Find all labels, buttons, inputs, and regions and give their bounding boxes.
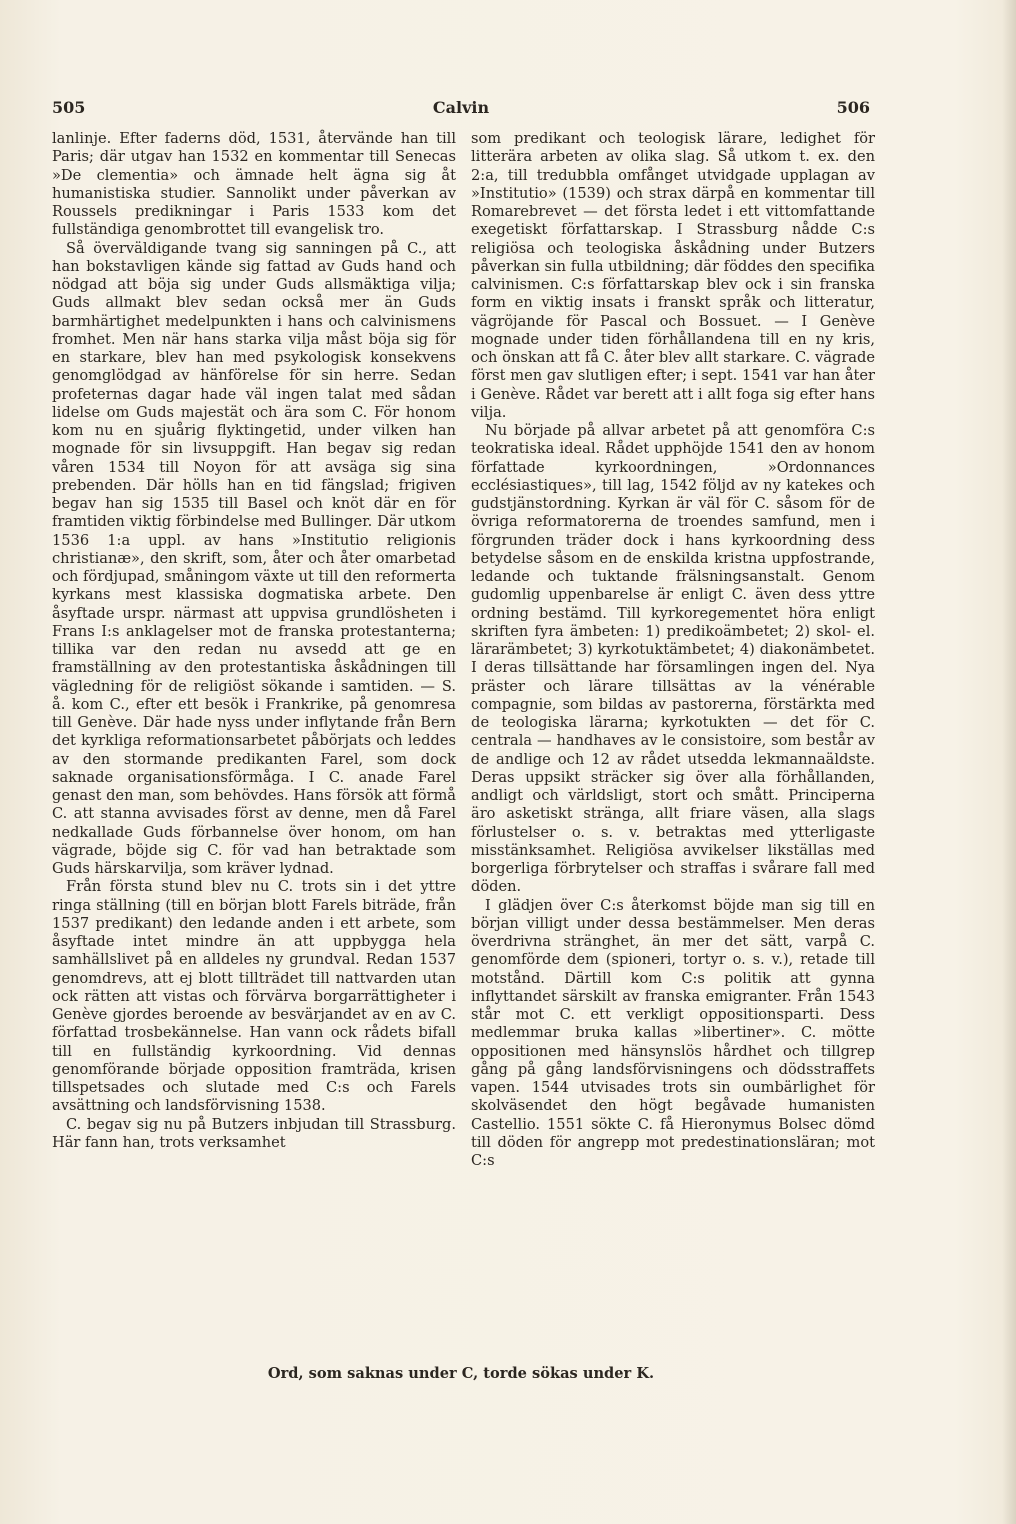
paragraph: Nu började på allvar arbetet på att genomföra C:s teokratiska ideal. Rådet upphöjde 1541 den av honom författade kyrkoordningen, »Ordonnances ecclésiastiques», till lag, 1542 följd av ny katekes och gudstjänstordning. Kyrkan är väl för C. såsom för de övriga reformatorerna de troendes samfund, men i förgrunden träder dock i hans kyrkoordning dess betydelse såsom en de enskilda kristna uppfostrande, ledande och tuktande frälsningsanstalt. Genom gudomlig uppenbarelse är enligt C. även dess yttre ordning bestämd. Till kyrkoregementet höra enligt skriften fyra ämbeten: 1) predikoämbetet; 2) skol- el. lärarämbetet; 3) kyrkotuktämbetet; 4) diakonämbetet. I deras tillsättande har församlingen ingen del. Nya präster och lärare tillsättas av la vénérable compagnie, som bildas av pastorerna, förstärkta med de teologiska lärarna; kyrkotukten — det för C. centrala — handhaves av le consistoire, som består av de andlige och 12 av rådet utsedda lekmannaäldste. Deras uppsikt sträcker sig över alla förhållanden, andligt och världsligt, stort och smått. Principerna äro asketiskt stränga, allt friare väsen, alla slags förlustelser o. s. v. betraktas med ytterligaste misstänksamhet. Religiösa avvikelser likställas med borgerliga förbrytelser och straffas i svårare fall med döden. xyxy=(471,422,875,896)
left-column xyxy=(52,130,456,1152)
paragraph: Så överväldigande tvang sig sanningen på C., att han bokstavligen kände sig fattad av Guds hand och nödgad att böja sig under Guds allsmäktiga vilja; Guds allmakt blev sedan också mer än Guds barmhärtighet medelpunkten i hans och calvinismens fromhet. Men när hans starka vilja måst böja sig för en starkare, blev han med psykologisk konsekvens genomglödgad av hänförelse för sin herre. Sedan profeternas dagar hade väl ingen talat med sådan lidelse om Guds majestät och ära som C. För honom kom nu en sjuårig flyktingetid, under vilken han mognade för sin livsuppgift. Han begav sig redan våren 1534 till Noyon för att avsäga sig sina prebenden. Där hölls han en tid fängslad; frigiven begav han sig 1535 till Basel och knöt där en för framtiden viktig förbindelse med Bullinger. Där utkom 1536 1:a uppl. av hans »Institutio religionis christianæ», den skrift, som, åter och åter omarbetad och fördjupad, småningom växte ut till den reformerta kyrkans mest klassiska dogmatiska arbete. Den åsyftade urspr. närmast att uppvisa grundlösheten i Frans I:s anklagelser mot de franska protestanterna; tillika var den redan nu avsedd att ge en framställning av den protestantiska åskådningen till vägledning för de religiöst sökande i samtiden. — S. å. kom C., efter ett besök i Frankrike, på genomresa till Genève. Där hade nyss under inflytande från Bern det kyrkliga reformationsarbetet påbörjats och leddes av den stormande predikanten Farel, som dock saknade organisationsförmåga. I C. anade Farel genast den man, som behövdes. Hans försök att förmå C. att stanna avvisades först av denne, men då Farel nedkallade Guds förbannelse över honom, om han vägrade, böjde sig C. för vad han betraktade som Guds härskarvilja, som kräver lydnad. xyxy=(52,239,456,877)
page-number-right: 506 xyxy=(836,98,870,117)
paragraph: lanlinje. Efter faderns död, 1531, återvände han till Paris; där utgav han 1532 en kommentar till Senecas »De clementia» och ämnade helt ägna sig åt humanistiska studier. Sannolikt under påverkan av Roussels predikningar i Paris 1533 kom det fullständiga genombrottet till evangelisk tro. xyxy=(52,130,456,239)
footer-note: Ord, som saknas under C, torde sökas under K. xyxy=(267,1365,655,1382)
page-number-left: 505 xyxy=(52,98,86,117)
right-column xyxy=(471,130,875,1170)
paragraph: I glädjen över C:s återkomst böjde man sig till en början villigt under dessa bestämmelser. Men deras överdrivna stränghet, än mer det sätt, varpå C. genomförde dem (spioneri, tortyr o. s. v.), retade till motstånd. Därtill kom C:s politik att gynna inflyttandet särskilt av franska emigranter. Från 1543 står mot C. ett verkligt oppositionsparti. Dess medlemmar bruka kallas »libertiner». C. mötte oppositionen med hänsynslös hårdhet och tillgrep gång på gång landsförvisningens och dödsstraffets vapen. 1544 utvisades trots sin oumbärlighet för skolväsendet den högt begåvade humanisten Castellio. 1551 sökte C. få Hieronymus Bolsec dömd till döden för angrepp mot predestinationsläran; mot C:s xyxy=(471,896,875,1169)
paragraph: Från första stund blev nu C. trots sin i det yttre ringa ställning (till en början blott Farels biträde, från 1537 predikant) den ledande anden i ett arbete, som åsyftade intet mindre än att uppbygga hela samhällslivet på en alldeles ny grundval. Redan 1537 genomdrevs, att ej blott tillträdet till nattvarden utan ock rätten att vistas och förvärva borgarrättigheter i Genève gjordes beroende av besvärjandet av en av C. författad trosbekännelse. Han vann ock rådets bifall till en fullständig kyrkoordning. Vid dennas genomförande började opposition framträda, krisen tillspetsades och slutade med C:s och Farels avsättning och landsförvisning 1538. xyxy=(52,878,456,1115)
paragraph: C. begav sig nu på Butzers inbjudan till Strassburg. Här fann han, trots verksamhet xyxy=(52,1115,456,1151)
running-header xyxy=(52,98,870,122)
page-title: Calvin xyxy=(432,98,490,117)
paragraph: som predikant och teologisk lärare, ledighet för litterära arbeten av olika slag. Så utkom t. ex. den 2:a, till tredubbla omfånget utvidgade upplagan av »Institutio» (1539) och strax därpå en kommentar till Romarebrevet — det första ledet i ett vittomfattande exegetiskt författarskap. I Strassburg nådde C:s religiösa och teologiska åskådning under Butzers påverkan sin fulla utbildning; där föddes den specifika calvinismen. C:s författarskap blev ock i sin franska form en viktig insats i franskt språk och litteratur, vägröjande för Pascal och Bossuet. — I Genève mognade under tiden förhållandena till en ny kris, och önskan att få C. åter blev allt starkare. C. vägrade först men gav slutligen efter; i sept. 1541 var han åter i Genève. Rådet var berett att i allt foga sig efter hans vilja. xyxy=(471,130,875,421)
page-edge-shadow xyxy=(1002,0,1016,1524)
